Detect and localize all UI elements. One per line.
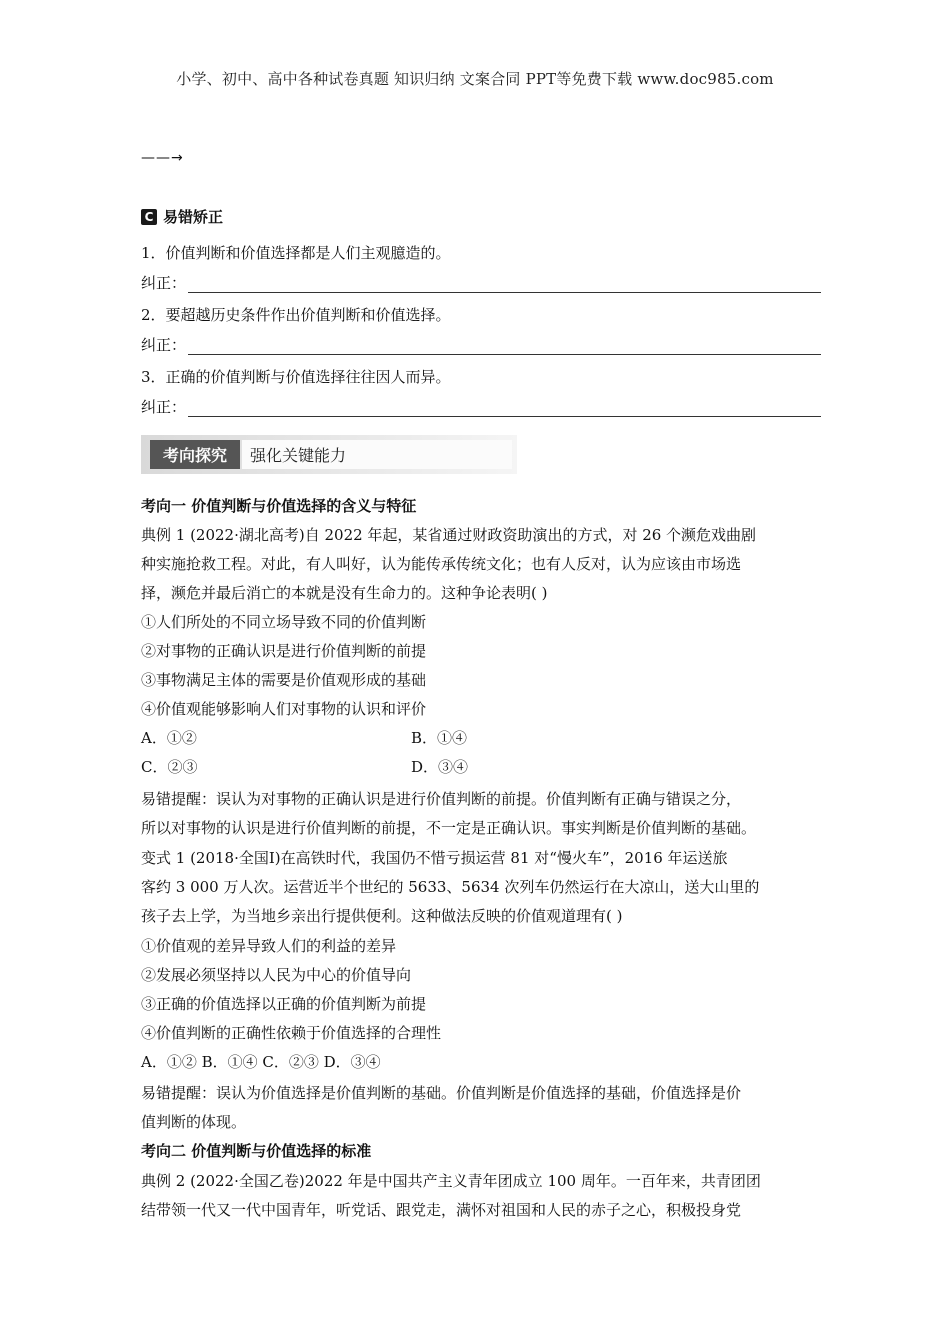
section-title (141, 206, 223, 227)
correction-label: 纠正： (141, 336, 187, 354)
text-line: 典例 2 (2022·全国乙卷)2022 年是中国共产主义青年团成立 100 周年。一百年来，共青团团 (141, 1172, 761, 1190)
arrow-icon: ——→ (141, 150, 184, 166)
section-title-text: 易错矫正 (163, 208, 224, 226)
correction-answer-line[interactable] (188, 340, 821, 355)
answer-choice-d[interactable]: D．③④ (411, 758, 469, 776)
correction-answer-line[interactable] (188, 278, 821, 293)
correction-statement-3: 3．正确的价值判断与价值选择往往因人而异。 (141, 368, 451, 386)
banner-right-label: 强化关键能力 (242, 440, 512, 469)
text-line: 结带领一代又一代中国青年，听党话、跟党走，满怀对祖国和人民的赤子之心，积极投身党 (141, 1201, 742, 1219)
section-banner (141, 435, 517, 474)
text-line: 择，濒危并最后消亡的本就是没有生命力的。这种争论表明( ) (141, 584, 548, 602)
section-c-icon: C (141, 209, 157, 225)
option-item: ②发展必须坚持以人民为中心的价值导向 (141, 966, 412, 984)
text-line: 客约 3 000 万人次。运营近半个世纪的 5633、5634 次列车仍然运行在大凉山，送大山里的 (141, 878, 760, 896)
option-item: ④价值观能够影响人们对事物的认识和评价 (141, 700, 427, 718)
correction-row-2 (141, 334, 821, 355)
topic-heading-1: 考向一 价值判断与价值选择的含义与特征 (141, 497, 417, 515)
text-line: 孩子去上学，为当地乡亲出行提供便利。这种做法反映的价值观道理有( ) (141, 907, 623, 925)
banner-left-label: 考向探究 (150, 440, 240, 469)
text-line: 典例 1 (2022·湖北高考)自 2022 年起，某省通过财政资助演出的方式，对 26 个濒危戏曲剧 (141, 526, 757, 544)
correction-label: 纠正： (141, 274, 187, 292)
option-item: ③事物满足主体的需要是价值观形成的基础 (141, 671, 427, 689)
correction-row-3 (141, 396, 821, 417)
option-item: ①价值观的差异导致人们的利益的差异 (141, 937, 397, 955)
correction-answer-line[interactable] (188, 402, 821, 417)
text-line: 变式 1 (2018·全国Ⅰ)在高铁时代，我国仍不惜亏损运营 81 对“慢火车”，2016 年运送旅 (141, 849, 728, 867)
option-item: ①人们所处的不同立场导致不同的价值判断 (141, 613, 427, 631)
page-header: 小学、初中、高中各种试卷真题 知识归纳 文案合同 PPT等免费下载 www.doc985.com (176, 70, 774, 88)
answer-choice-b[interactable]: B．①④ (411, 729, 468, 747)
answer-choice-a[interactable]: A．①② (141, 729, 197, 747)
error-tip: 易错提醒：误认为对事物的正确认识是进行价值判断的前提。价值判断有正确与错误之分， (141, 790, 742, 808)
error-tip: 易错提醒：误认为价值选择是价值判断的基础。价值判断是价值选择的基础，价值选择是价 (141, 1084, 742, 1102)
answer-choices[interactable]: A．①② B．①④ C．②③ D．③④ (141, 1053, 381, 1071)
correction-statement-1: 1．价值判断和价值选择都是人们主观臆造的。 (141, 244, 451, 262)
correction-row-1 (141, 272, 821, 293)
answer-choice-c[interactable]: C．②③ (141, 758, 198, 776)
topic-heading-2: 考向二 价值判断与价值选择的标准 (141, 1142, 372, 1160)
text-line: 种实施抢救工程。对此，有人叫好，认为能传承传统文化；也有人反对，认为应该由市场选 (141, 555, 742, 573)
error-tip: 值判断的体现。 (141, 1113, 247, 1131)
option-item: ②对事物的正确认识是进行价值判断的前提 (141, 642, 427, 660)
option-item: ③正确的价值选择以正确的价值判断为前提 (141, 995, 427, 1013)
correction-statement-2: 2．要超越历史条件作出价值判断和价值选择。 (141, 306, 451, 324)
error-tip: 所以对事物的认识是进行价值判断的前提，不一定是正确认识。事实判断是价值判断的基础。 (141, 819, 757, 837)
option-item: ④价值判断的正确性依赖于价值选择的合理性 (141, 1024, 442, 1042)
correction-label: 纠正： (141, 398, 187, 416)
